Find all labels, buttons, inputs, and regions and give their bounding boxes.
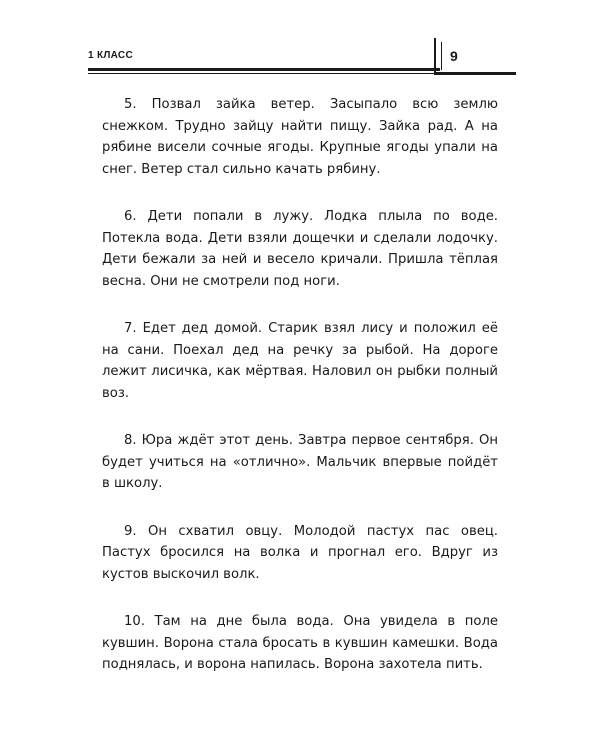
header-rule-thick (88, 68, 440, 71)
exercise-6: 6. Дети попали в лужу. Лодка плыла по воде. Потекла вода. Дети взяли дощечки и сделали лодочку. Дети бежали за ней и весело кричали. Пришла тёплая весна. Они не смотрели под ноги. (102, 209, 498, 289)
header-rule-thin (88, 73, 440, 74)
page-number-box-rule (441, 42, 442, 70)
exercise-7: 7. Едет дед домой. Старик взял лису и положил её на сани. Поехал дед на речку за рыбой. На дороге лежит лисичка, как мёртвая. Наловил он рыбки полный воз. (102, 321, 498, 401)
exercise-5: 5. Позвал зайка ветер. Засыпало всю землю снежком. Трудно зайцу найти пищу. Зайка рад. А на рябине висели сочные ягоды. Крупные ягоды упали на снег. Ветер стал сильно качать рябину. (102, 97, 498, 177)
page-number: 9 (450, 48, 458, 64)
exercise-10: 10. Там на дне была вода. Она увидела в поле кувшин. Ворона стала бросать в кувшин камешки. Вода поднялась, и ворона напилась. Ворона захотела пить. (102, 614, 498, 672)
exercise-list (102, 94, 498, 676)
page-number-box (434, 38, 516, 75)
page-header (88, 38, 516, 74)
exercise-8: 8. Юра ждёт этот день. Завтра первое сентября. Он будет учиться на «отлично». Мальчик впервые пойдёт в школу. (102, 433, 498, 491)
running-head: 1 КЛАСС (88, 50, 133, 61)
exercise-9: 9. Он схватил овцу. Молодой пастух пас овец. Пастух бросился на волка и прогнал его. Вдруг из кустов выскочил волк. (102, 523, 498, 582)
